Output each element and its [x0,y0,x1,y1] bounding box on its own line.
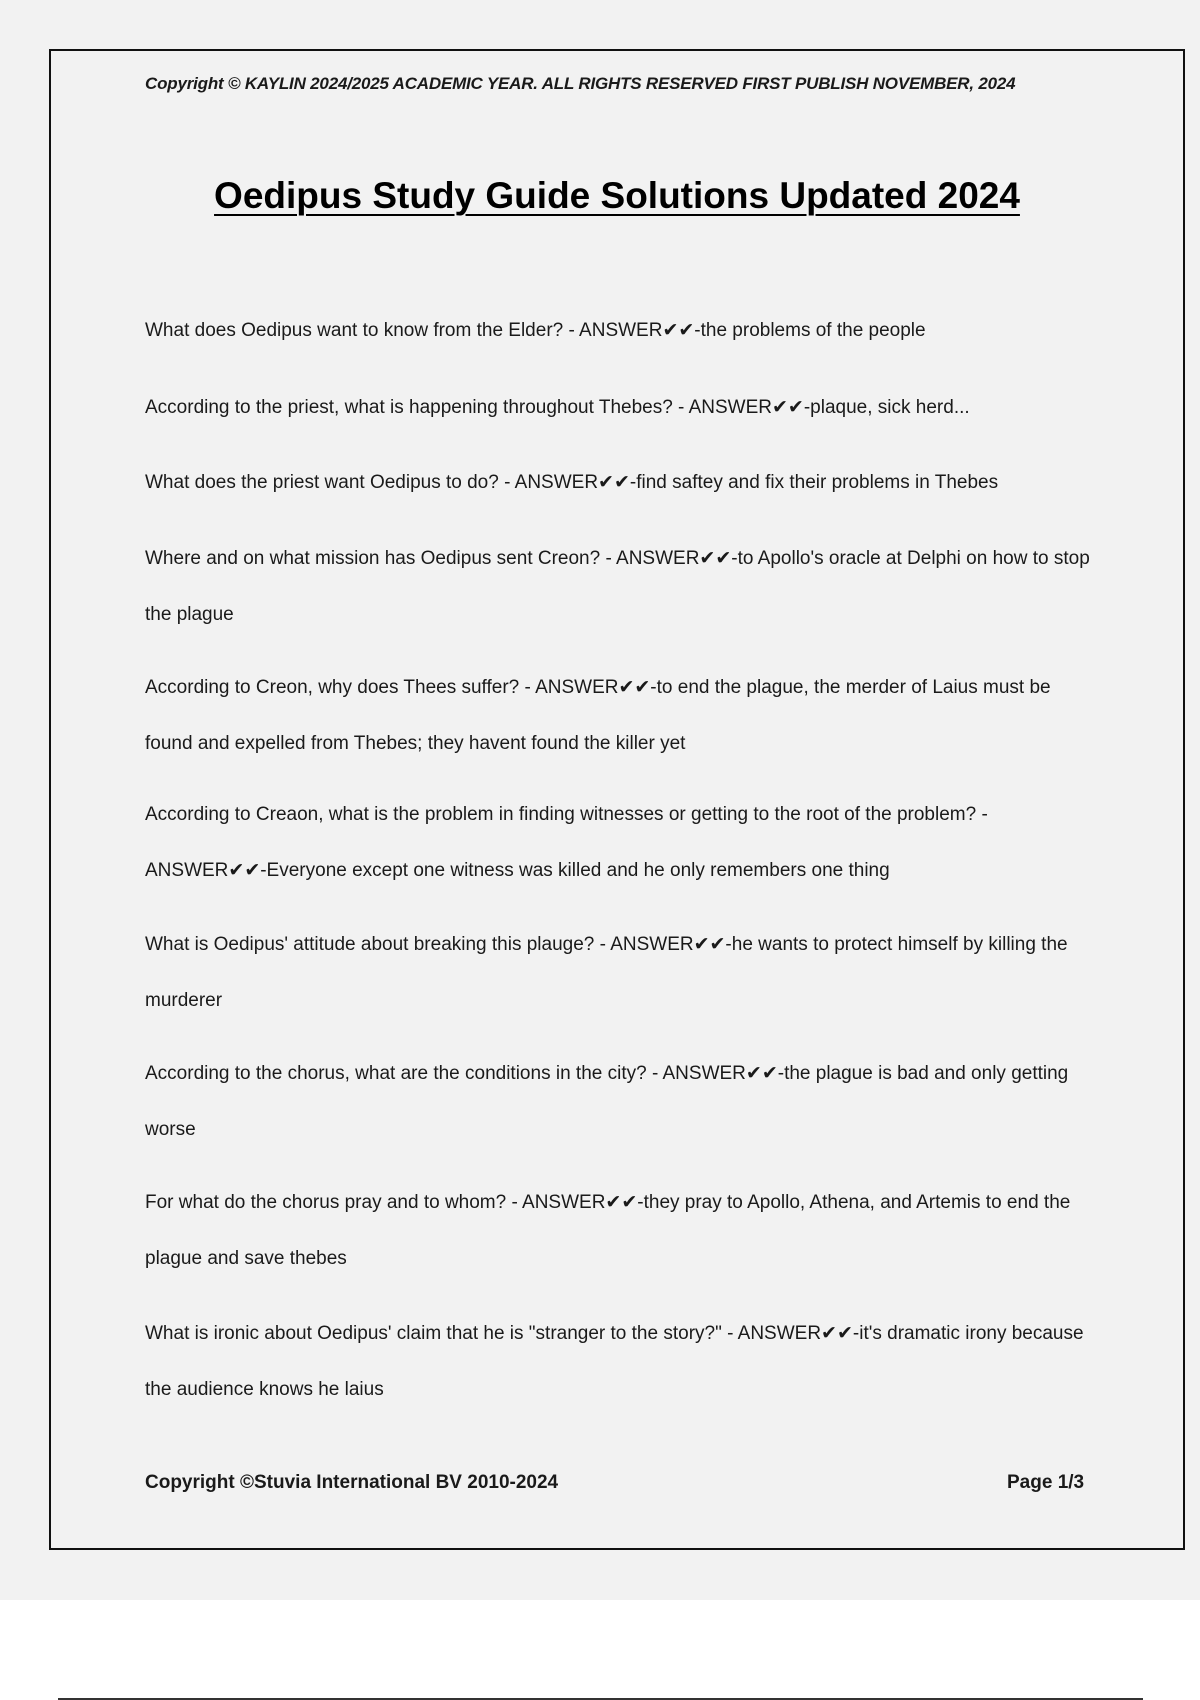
qa-item: According to the chorus, what are the conditions in the city? - ANSWER✔✔-the plague is bad and only getting worse [145,1063,1069,1140]
qa-item: What is ironic about Oedipus' claim that he is "stranger to the story?" - ANSWER✔✔-it's dramatic irony because the audience knows he laius [145,1323,1084,1400]
qa-item: Where and on what mission has Oedipus sent Creon? - ANSWER✔✔-to Apollo's oracle at Delphi on how to stop the plague [145,548,1090,625]
qa-item: What is Oedipus' attitude about breaking this plauge? - ANSWER✔✔-he wants to protect himself by killing the murderer [145,934,1068,1011]
header-copyright: Copyright © KAYLIN 2024/2025 ACADEMIC YEAR. ALL RIGHTS RESERVED FIRST PUBLISH NOVEMBER, 2024 [145,74,1016,93]
qa-item: According to the priest, what is happening throughout Thebes? - ANSWER✔✔-plaque, sick herd... [145,397,970,418]
qa-item: According to Creon, why does Thees suffer? - ANSWER✔✔-to end the plague, the merder of Laius must be found and expelled from Thebes; they havent found the killer yet [145,677,1051,754]
qa-item: What does Oedipus want to know from the Elder? - ANSWER✔✔-the problems of the people [145,320,926,341]
page-number: Page 1/3 [1007,1472,1085,1493]
qa-item: For what do the chorus pray and to whom? - ANSWER✔✔-they pray to Apollo, Athena, and Artemis to end the plague and save thebes [145,1192,1071,1269]
document-title: Oedipus Study Guide Solutions Updated 2024 [214,175,1020,216]
qa-item: According to Creaon, what is the problem in finding witnesses or getting to the root of the problem? - ANSWER✔✔-Everyone except one witness was killed and he only remembers one thing [145,804,988,881]
qa-item: What does the priest want Oedipus to do? - ANSWER✔✔-find saftey and fix their problems in Thebes [145,472,999,493]
footer-copyright: Copyright ©Stuvia International BV 2010-2024 [145,1472,559,1493]
